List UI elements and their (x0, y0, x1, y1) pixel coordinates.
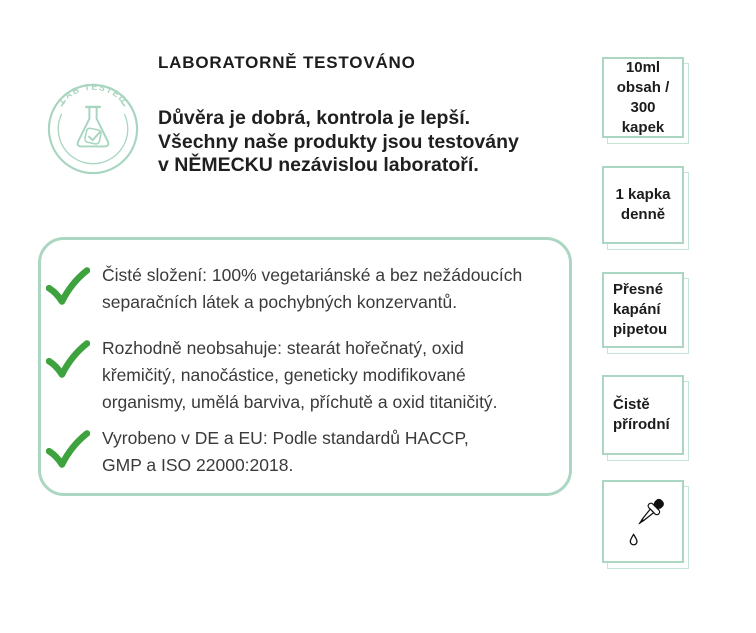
card-line: Přesné (613, 281, 664, 298)
badge-arc-text: LAB TESTED (56, 82, 130, 106)
checklist-line: křemičitý, nanočástice, geneticky modifikované (102, 365, 466, 385)
pipette-icon (614, 493, 672, 551)
checklist-panel (38, 237, 572, 496)
intro-line: Všechny naše produkty jsou testovány (158, 130, 519, 153)
flask-check-icon (46, 82, 140, 176)
svg-text:LAB TESTED (57, 82, 129, 105)
checklist-line: organismy, umělá barviva, příchutě a oxid titaničitý. (102, 392, 498, 412)
checklist-item (43, 262, 559, 316)
info-card-content (602, 375, 684, 455)
checkmark-icon (43, 430, 93, 468)
checklist-line: Vyrobeno v DE a EU: Podle standardů HACCP, (102, 428, 469, 448)
intro-line: Důvěra je dobrá, kontrola je lepší. (158, 107, 471, 129)
checklist-item-text (102, 262, 522, 316)
checklist-item (43, 425, 559, 479)
lab-tested-badge (46, 82, 140, 176)
info-card-content (602, 272, 684, 348)
info-card-pipette-dosing (602, 272, 684, 348)
card-line: 10ml (625, 58, 661, 76)
info-card-volume (602, 57, 684, 138)
card-line: kapání (613, 301, 661, 318)
checklist-line: Rozhodně neobsahuje: stearát hořečnatý, oxid (102, 338, 464, 358)
card-line: 300 (630, 98, 656, 116)
checklist-line: GMP a ISO 22000:2018. (102, 455, 294, 475)
checklist-line: Čisté složení: 100% vegetariánské a bez nežádoucích (102, 265, 523, 285)
checklist-item (43, 335, 559, 416)
header-section (158, 52, 519, 178)
card-line: pipetou (613, 321, 668, 338)
card-line: kapek (621, 118, 665, 136)
info-card-dosage (602, 166, 684, 244)
checkmark-icon (43, 267, 93, 305)
checklist-line: separačních látek a pochybných konzervantů. (102, 292, 458, 312)
checklist-item-text (102, 425, 469, 479)
checkmark-icon (43, 340, 93, 378)
intro-line: v NĚMECKU nezávislou laboratoří. (158, 154, 479, 176)
intro-text (158, 107, 519, 178)
info-card-content (602, 166, 684, 244)
droplet-icon (630, 534, 637, 544)
card-line: Čistě (613, 396, 650, 413)
info-card-content (602, 57, 684, 138)
card-line: obsah / (616, 78, 670, 96)
card-line: přírodní (613, 416, 670, 433)
card-line: denně (620, 206, 666, 223)
checklist-item-text (102, 335, 498, 416)
page-title: LABORATORNĚ TESTOVÁNO (158, 53, 416, 72)
info-card-natural (602, 375, 684, 455)
info-card-pipette (602, 480, 684, 563)
info-card-content (602, 480, 684, 563)
card-line: 1 kapka (615, 186, 671, 203)
